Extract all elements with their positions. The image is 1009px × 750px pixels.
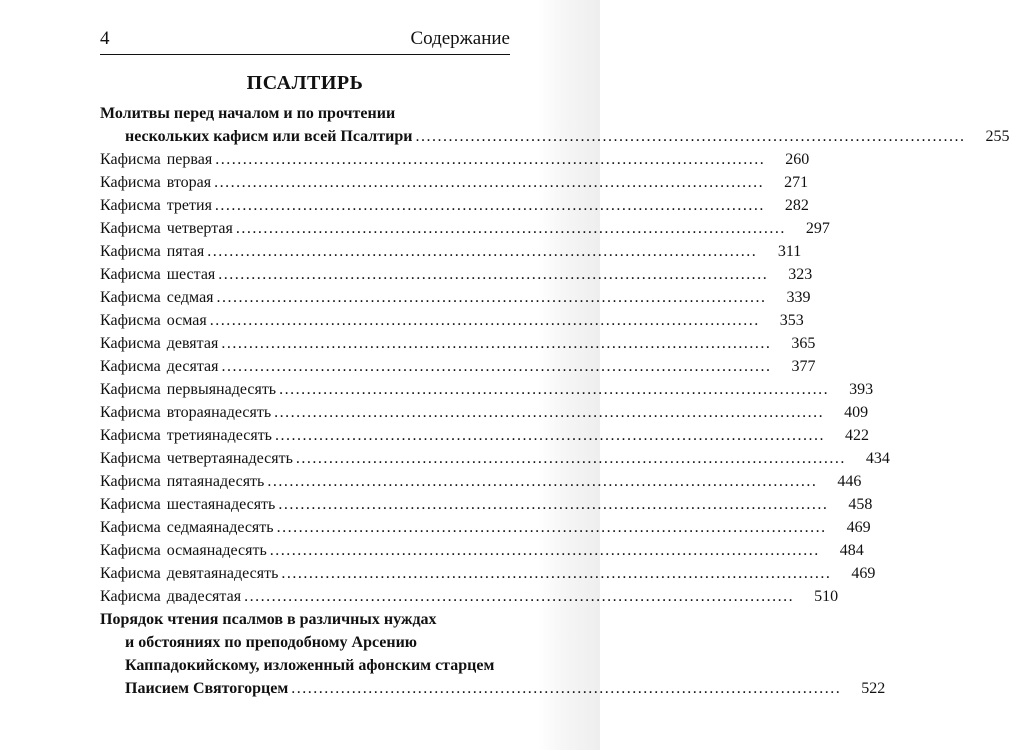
kathisma-ordinal: девятаянадесять [166, 565, 279, 582]
running-header-title: Содержание [410, 28, 510, 49]
dot-leader: .................................................................................................... [215, 151, 766, 168]
kathisma-word: Кафисма [100, 243, 161, 260]
toc-entry-title [100, 562, 281, 585]
kathisma-word: Кафисма [100, 519, 161, 536]
table-of-contents [100, 102, 1009, 700]
toc-entry-order-line3: Каппадокийскому, изложенный афонским старцем [125, 657, 495, 674]
toc-entry-title: нескольких кафисм или всей Псалтири [125, 128, 413, 145]
toc-entry-title: Паисием Святогорцем [125, 680, 289, 697]
kathisma-ordinal: седмая [166, 289, 214, 306]
dot-leader: .................................................................................................... [281, 565, 832, 582]
kathisma-word: Кафисма [100, 473, 161, 490]
toc-entry-prayers [100, 125, 1009, 148]
toc-entry-kathisma [100, 562, 876, 585]
kathisma-word: Кафисма [100, 220, 161, 237]
kathisma-word: Кафисма [100, 312, 161, 329]
toc-entry-kathisma [100, 194, 809, 217]
toc-page-number: 393 [849, 381, 874, 398]
toc-page-number: 311 [777, 243, 802, 260]
kathisma-ordinal: пятаянадесять [166, 473, 265, 490]
kathisma-word: Кафисма [100, 450, 161, 467]
section-title: ПСАЛТИРЬ [246, 72, 364, 94]
kathisma-ordinal: третия [166, 197, 212, 214]
kathisma-list [100, 148, 890, 608]
toc-entry-title [100, 332, 221, 355]
dot-leader: .................................................................................................... [279, 381, 830, 398]
toc-entry-title [100, 194, 215, 217]
kathisma-ordinal: втораянадесять [166, 404, 272, 421]
toc-entry-order [100, 677, 886, 700]
kathisma-word: Кафисма [100, 335, 161, 352]
toc-page-number: 522 [861, 680, 886, 697]
toc-page-number: 297 [805, 220, 830, 237]
kathisma-ordinal: четвертая [166, 220, 233, 237]
kathisma-word: Кафисма [100, 289, 161, 306]
toc-page-number: 339 [786, 289, 811, 306]
toc-entry-kathisma [100, 240, 802, 263]
toc-entry-kathisma [100, 309, 804, 332]
kathisma-word: Кафисма [100, 381, 161, 398]
toc-entry-kathisma [100, 401, 869, 424]
toc-page-number: 446 [837, 473, 862, 490]
kathisma-word: Кафисма [100, 427, 161, 444]
toc-entry-kathisma [100, 493, 873, 516]
dot-leader: .................................................................................................... [221, 335, 772, 352]
toc-page-number: 353 [779, 312, 804, 329]
toc-page-number: 469 [846, 519, 871, 536]
toc-entry-title [100, 539, 270, 562]
toc-page-number: 469 [851, 565, 876, 582]
toc-entry-kathisma [100, 171, 809, 194]
kathisma-word: Кафисма [100, 174, 161, 191]
toc-entry-order-line1: Порядок чтения псалмов в различных нуждах [100, 611, 437, 628]
toc-entry-title [100, 493, 278, 516]
toc-page-number: 282 [784, 197, 809, 214]
kathisma-ordinal: шестаянадесять [166, 496, 276, 513]
toc-entry-title [100, 263, 218, 286]
dot-leader: .................................................................................................... [269, 542, 820, 559]
toc-entry-kathisma [100, 470, 862, 493]
kathisma-word: Кафисма [100, 542, 161, 559]
toc-page-number: 365 [791, 335, 816, 352]
dot-leader: .................................................................................................... [216, 289, 767, 306]
toc-entry-kathisma [100, 286, 811, 309]
kathisma-word: Кафисма [100, 358, 161, 375]
kathisma-word: Кафисма [100, 404, 161, 421]
toc-entry-title [100, 309, 210, 332]
toc-page-number: 377 [791, 358, 816, 375]
toc-entry-kathisma [100, 355, 816, 378]
toc-entry-title [100, 355, 221, 378]
toc-entry-title [100, 378, 279, 401]
dot-leader: .................................................................................................... [221, 358, 772, 375]
toc-entry-title [100, 516, 277, 539]
toc-entry-title [100, 286, 217, 309]
toc-entry-kathisma [100, 539, 864, 562]
toc-entry-title [100, 470, 267, 493]
kathisma-ordinal: десятая [166, 358, 219, 375]
toc-entry-kathisma [100, 516, 871, 539]
book-page [100, 0, 1009, 750]
header-rule [100, 54, 510, 55]
toc-page-number: 409 [844, 404, 869, 421]
toc-entry-title [100, 171, 214, 194]
kathisma-ordinal: девятая [166, 335, 219, 352]
toc-entry-title [100, 447, 296, 470]
dot-leader: .................................................................................................... [267, 473, 818, 490]
dot-leader: .................................................................................................... [218, 266, 769, 283]
toc-entry-title [100, 240, 207, 263]
toc-page-number: 484 [839, 542, 864, 559]
dot-leader: .................................................................................................... [274, 404, 825, 421]
toc-entry-title [100, 424, 275, 447]
toc-entry-kathisma [100, 378, 874, 401]
dot-leader: .................................................................................................... [291, 680, 842, 697]
toc-entry-kathisma [100, 148, 810, 171]
toc-entry-title [100, 401, 274, 424]
toc-entry-order-line2: и обстояниях по преподобному Арсению [125, 634, 418, 651]
kathisma-ordinal: шестая [166, 266, 216, 283]
toc-page-number: 434 [865, 450, 890, 467]
toc-entry-kathisma [100, 332, 816, 355]
kathisma-word: Кафисма [100, 197, 161, 214]
kathisma-ordinal: первая [166, 151, 213, 168]
dot-leader: .................................................................................................... [295, 450, 846, 467]
kathisma-ordinal: вторая [166, 174, 212, 191]
kathisma-ordinal: первыянадесять [166, 381, 277, 398]
dot-leader: .................................................................................................... [276, 519, 827, 536]
kathisma-ordinal: двадесятая [166, 588, 242, 605]
dot-leader: .................................................................................................... [209, 312, 760, 329]
toc-entry-prayers-line1: Молитвы перед началом и по прочтении [100, 105, 396, 122]
dot-leader: .................................................................................................... [207, 243, 758, 260]
toc-page-number: 422 [844, 427, 869, 444]
kathisma-word: Кафисма [100, 565, 161, 582]
toc-page-number: 260 [785, 151, 810, 168]
kathisma-ordinal: осмаянадесять [166, 542, 267, 559]
toc-page-number: 255 [985, 128, 1009, 145]
kathisma-ordinal: четвертаянадесять [166, 450, 293, 467]
toc-entry-kathisma [100, 263, 813, 286]
toc-entry-kathisma [100, 424, 869, 447]
kathisma-ordinal: третиянадесять [166, 427, 272, 444]
kathisma-word: Кафисма [100, 588, 161, 605]
kathisma-ordinal: седмаянадесять [166, 519, 274, 536]
toc-entry-kathisma [100, 217, 830, 240]
toc-entry-kathisma [100, 447, 890, 470]
kathisma-word: Кафисма [100, 266, 161, 283]
toc-entry-title [100, 217, 236, 240]
toc-page-number: 323 [788, 266, 813, 283]
kathisma-word: Кафисма [100, 496, 161, 513]
page-number: 4 [100, 28, 110, 49]
toc-page-number: 271 [784, 174, 809, 191]
kathisma-ordinal: пятая [166, 243, 205, 260]
toc-entry-title [100, 585, 244, 608]
dot-leader: .................................................................................................... [214, 197, 765, 214]
toc-page-number: 510 [814, 588, 839, 605]
dot-leader: .................................................................................................... [415, 128, 966, 145]
dot-leader: .................................................................................................... [278, 496, 829, 513]
kathisma-word: Кафисма [100, 151, 161, 168]
toc-page-number: 458 [848, 496, 873, 513]
dot-leader: .................................................................................................... [235, 220, 786, 237]
kathisma-ordinal: осмая [166, 312, 207, 329]
toc-entry-title [100, 148, 215, 171]
dot-leader: .................................................................................................... [274, 427, 825, 444]
dot-leader: .................................................................................................... [214, 174, 765, 191]
running-header [100, 26, 510, 52]
toc-entry-kathisma [100, 585, 839, 608]
dot-leader: .................................................................................................... [244, 588, 795, 605]
